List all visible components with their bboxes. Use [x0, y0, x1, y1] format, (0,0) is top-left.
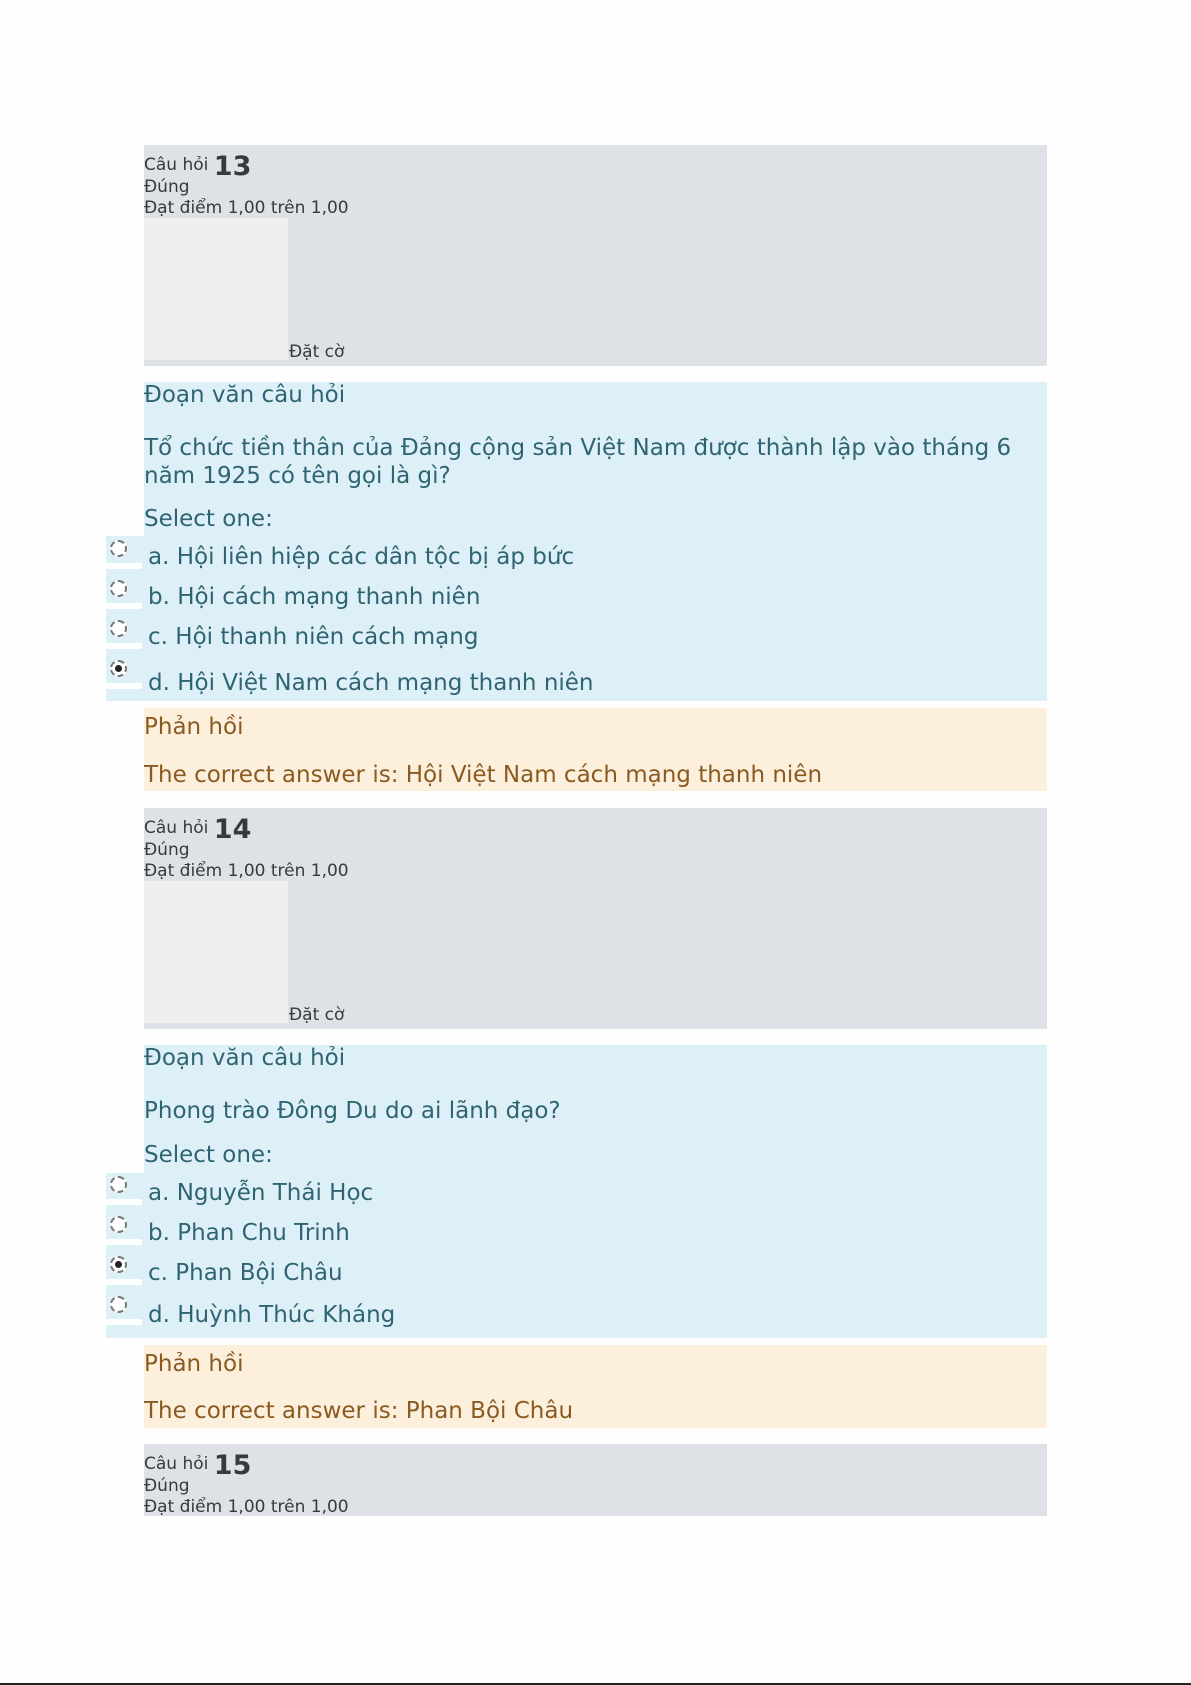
answer-separator	[106, 1319, 142, 1325]
answer-label[interactable]: c. Hội thanh niên cách mạng	[148, 624, 479, 650]
question-heading	[144, 808, 1047, 845]
question-number: 13	[213, 151, 252, 182]
question-label: Câu hỏi	[144, 1454, 209, 1474]
question-heading	[144, 1444, 1047, 1481]
answer-label[interactable]: a. Nguyễn Thái Học	[148, 1180, 374, 1206]
feedback-title: Phản hồi	[144, 714, 244, 740]
answer-option[interactable]	[106, 580, 606, 614]
question-text-heading: Đoạn văn câu hỏi	[144, 382, 346, 408]
question-text-heading: Đoạn văn câu hỏi	[144, 1045, 346, 1071]
select-prompt: Select one:	[144, 506, 273, 532]
feedback-13	[144, 708, 1047, 791]
question-number: 14	[213, 814, 252, 845]
question-grade: Đạt điểm 1,00 trên 1,00	[144, 1497, 349, 1517]
answer-label[interactable]: b. Phan Chu Trinh	[148, 1220, 350, 1246]
answer-option[interactable]	[106, 1256, 606, 1290]
question-text: Tổ chức tiền thân của Đảng cộng sản Việt Nam được thành lập vào tháng 6 năm 1925 có tên gọi là gì?	[144, 435, 1012, 489]
answer-label[interactable]: d. Hội Việt Nam cách mạng thanh niên	[148, 670, 594, 696]
radio-button-icon[interactable]	[110, 620, 127, 637]
answer-label[interactable]: b. Hội cách mạng thanh niên	[148, 584, 481, 610]
answer-separator	[106, 643, 142, 649]
answer-label[interactable]: d. Huỳnh Thúc Kháng	[148, 1302, 396, 1328]
question-heading	[144, 145, 1047, 182]
answer-separator	[106, 1279, 142, 1285]
question-number: 15	[213, 1450, 252, 1481]
radio-button-icon[interactable]	[110, 1176, 127, 1193]
select-prompt: Select one:	[144, 1142, 273, 1168]
flag-question-link[interactable]: Đặt cờ	[289, 342, 345, 362]
answer-option[interactable]	[106, 660, 606, 694]
answer-separator	[106, 603, 142, 609]
question-grade: Đạt điểm 1,00 trên 1,00	[144, 861, 349, 881]
question-state: Đúng	[144, 1476, 190, 1496]
answer-separator	[106, 1239, 142, 1245]
flag-area[interactable]	[144, 881, 288, 1023]
answer-option[interactable]	[106, 1296, 606, 1330]
answer-option[interactable]	[106, 1216, 606, 1250]
radio-button-checked-icon[interactable]	[110, 1256, 127, 1273]
flag-area[interactable]	[144, 218, 288, 360]
feedback-right-answer: The correct answer is: Phan Bội Châu	[144, 1398, 574, 1424]
answer-separator	[106, 1199, 142, 1205]
feedback-right-answer: The correct answer is: Hội Việt Nam cách mạng thanh niên	[144, 762, 823, 788]
question-formulation-14	[144, 1045, 1047, 1338]
answer-option[interactable]	[106, 620, 606, 654]
radio-button-icon[interactable]	[110, 580, 127, 597]
question-formulation-13	[144, 382, 1047, 701]
question-state: Đúng	[144, 840, 190, 860]
question-label: Câu hỏi	[144, 155, 209, 175]
answer-option[interactable]	[106, 1176, 606, 1210]
radio-button-icon[interactable]	[110, 540, 127, 557]
question-info-15	[144, 1444, 1047, 1516]
question-label: Câu hỏi	[144, 818, 209, 838]
question-text: Phong trào Đông Du do ai lãnh đạo?	[144, 1098, 561, 1124]
answer-label[interactable]: a. Hội liên hiệp các dân tộc bị áp bức	[148, 544, 575, 570]
question-info-13	[144, 145, 1047, 366]
radio-button-icon[interactable]	[110, 1296, 127, 1313]
answer-label[interactable]: c. Phan Bội Châu	[148, 1260, 343, 1286]
feedback-14	[144, 1345, 1047, 1428]
flag-question-link[interactable]: Đặt cờ	[289, 1005, 345, 1025]
question-info-14	[144, 808, 1047, 1029]
question-state: Đúng	[144, 177, 190, 197]
answer-separator	[106, 683, 142, 689]
question-grade: Đạt điểm 1,00 trên 1,00	[144, 198, 349, 218]
answer-option[interactable]	[106, 540, 606, 574]
radio-button-icon[interactable]	[110, 1216, 127, 1233]
feedback-title: Phản hồi	[144, 1351, 244, 1377]
answer-separator	[106, 563, 142, 569]
radio-button-checked-icon[interactable]	[110, 660, 127, 677]
